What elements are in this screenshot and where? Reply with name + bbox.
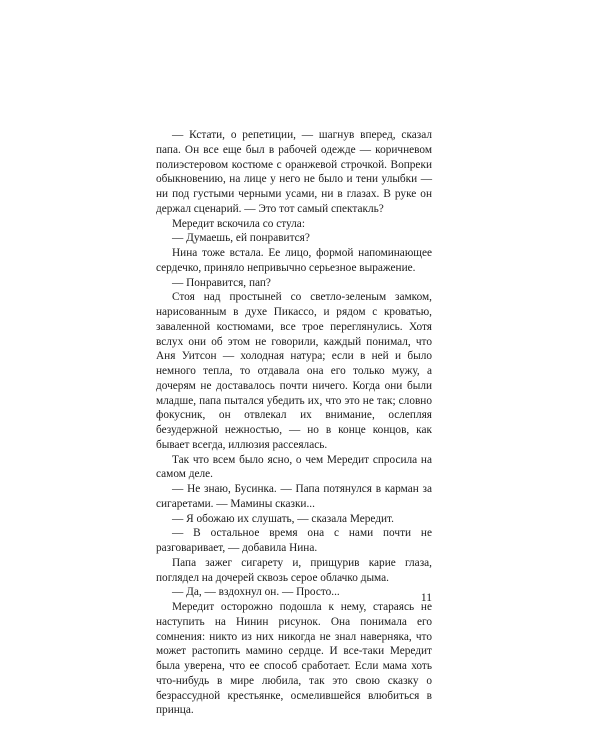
paragraph: — Думаешь, ей понравится? bbox=[172, 232, 310, 245]
paragraph: Стоя над простыней со светло-зеленым замком, нарисованным в духе Пикассо, и рядом с кроватью, заваленной костюмами, все трое переглянулись. Хотя вслух они об этом не говорили, каждый понимал, что Аня Уитсон — холодная натура; если в ней и было немного тепла, то отдавала она его только мужу, а дочерям не доставалось почти ничего. Когда они были младше, папа пытался убедить их, что это не так; словно фокусник, он отвлекал их внимание, ослепляя безудержной нежностью, — но в конце концов, как бывает всегда, иллюзия рассеялась. bbox=[156, 291, 432, 451]
paragraph: Папа зажег сигарету и, прищурив карие глаза, поглядел на дочерей сквозь серое облачко дыма. bbox=[156, 556, 432, 584]
paragraph: — Понравится, пап? bbox=[172, 276, 271, 289]
paragraph: Мередит вскочила со стула: bbox=[172, 217, 305, 230]
body-text bbox=[156, 128, 432, 718]
page-number: 11 bbox=[420, 592, 432, 604]
paragraph: — Не знаю, Бусинка. — Папа потянулся в карман за сигаретами. — Мамины сказки... bbox=[156, 483, 432, 510]
paragraph: Мередит осторожно подошла к нему, стараясь не наступить на Нинин рисунок. Она понимала его сомнения: никто из них никогда не знал наверняка, что может растопить мамино сердце. И все-таки Мередит была уверена, что ее способ сработает. Если мама хоть что-нибудь в мире любила, так это свою сказку о безрассудной крестьянке, осмелившейся влюбиться в принца. bbox=[156, 601, 432, 717]
paragraph: — В остальное время она с нами почти не разговаривает, — добавила Нина. bbox=[156, 527, 432, 554]
paragraph: Нина тоже встала. Ее лицо, формой напоминающее сердечко, приняло непривычно серьезное выражение. bbox=[156, 247, 432, 274]
paragraph: — Кстати, о репетиции, — шагнув вперед, сказал папа. Он все еще был в рабочей одежде — коричневом полиэстеровом костюме с оранжевой строчкой. Вопреки обыкновению, на лице у него не было и тени улыбки — ни под густыми черными усами, ни в глазах. В руке он держал сценарий. — Это тот самый спектакль? bbox=[156, 129, 432, 215]
paragraph: Так что всем было ясно, о чем Мередит спросила на самом деле. bbox=[156, 453, 432, 481]
paragraph: — Да, — вздохнул он. — Просто... bbox=[172, 586, 340, 599]
paragraph: — Я обожаю их слушать, — сказала Мередит. bbox=[172, 512, 394, 525]
